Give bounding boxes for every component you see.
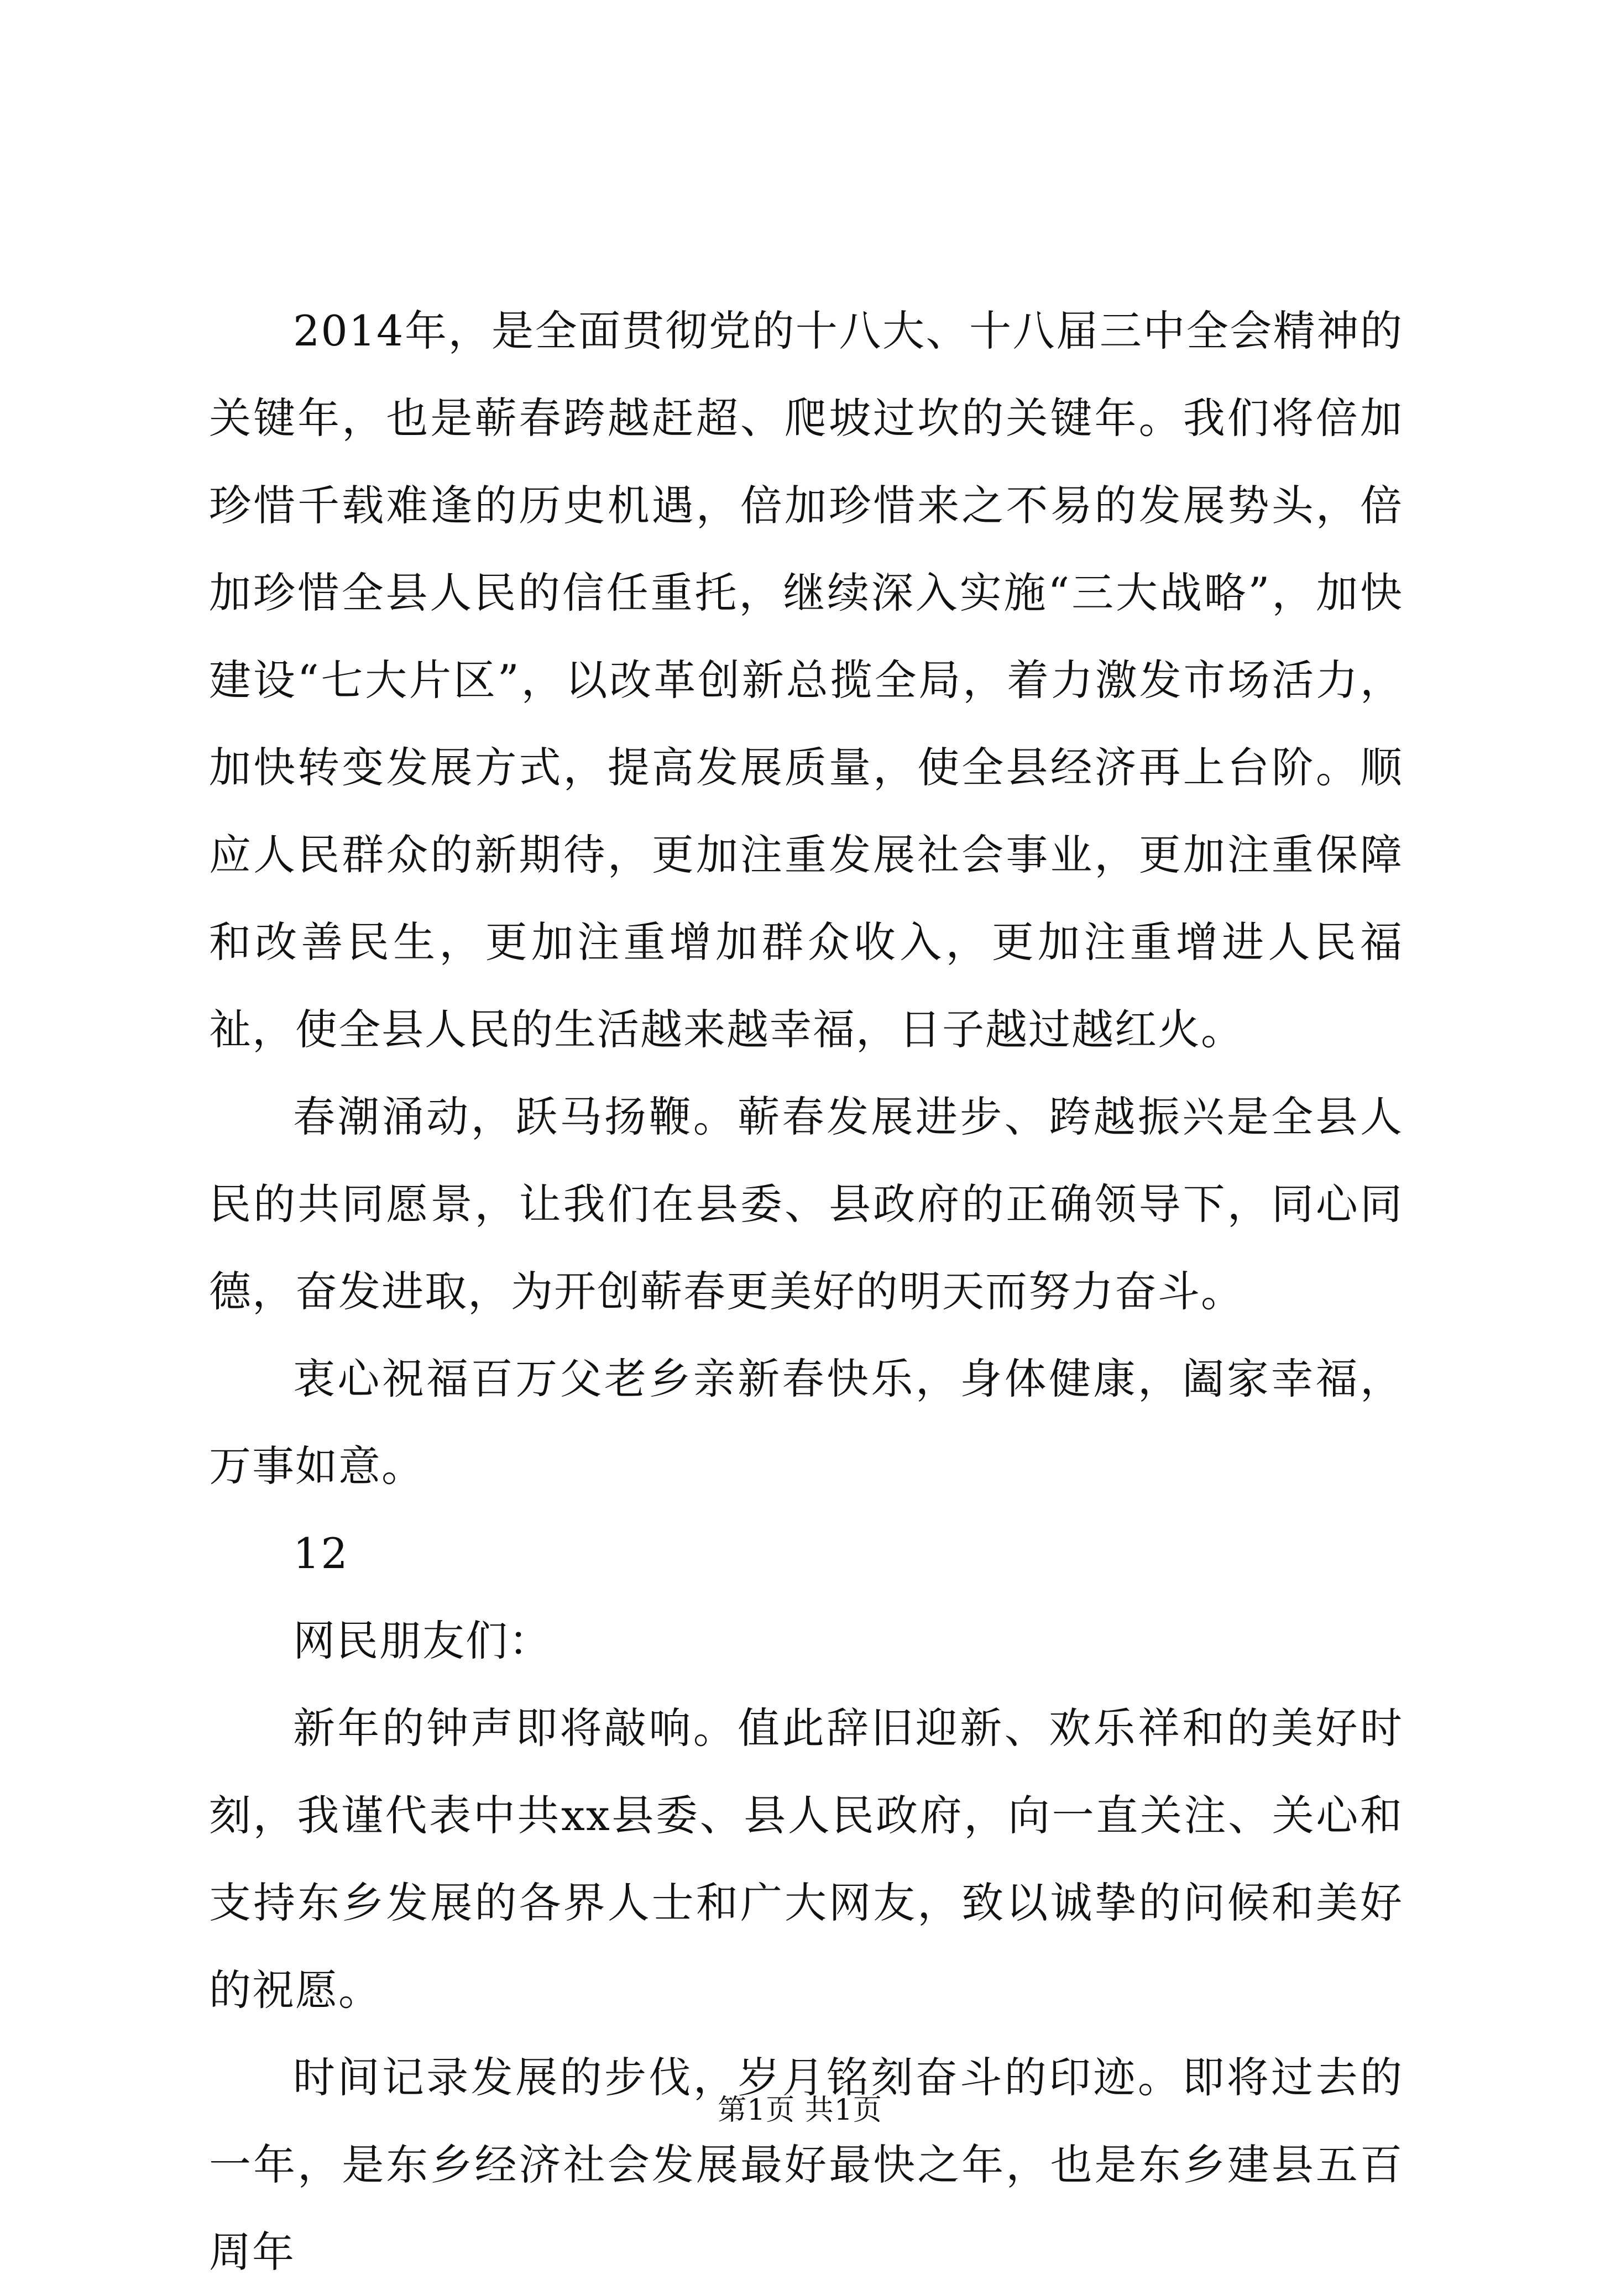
paragraph-1: 2014年，是全面贯彻党的十八大、十八届三中全会精神的关键年，也是蕲春跨越赶超、爬坡过坎的关键年。我们将倍加珍惜千载难逢的历史机遇，倍加珍惜来之不易的发展势头，倍加珍惜全县人民的信任重托，继续深入实施“三大战略”，加快建设“七大片区”，以改革创新总揽全局，着力激发市场活力，加快转变发展方式，提高发展质量，使全县经济再上台阶。顺应人民群众的新期待，更加注重发展社会事业，更加注重保障和改善民生，更加注重增加群众收入，更加注重增进人民福祉，使全县人民的生活越来越幸福，日子越过越红火。: [209, 306, 1403, 1054]
document-body: [209, 287, 1403, 2296]
section-number: 12: [293, 1529, 349, 1578]
paragraph-5: 时间记录发展的步伐，岁月铭刻奋斗的印迹。即将过去的一年，是东乡经济社会发展最好最快之年，也是东乡建县五百周年: [209, 2053, 1403, 2277]
paragraph-4: 新年的钟声即将敲响。值此辞旧迎新、欢乐祥和的美好时刻，我谨代表中共xx县委、县人民政府，向一直关注、关心和支持东乡发展的各界人士和广大网友，致以诚挚的问候和美好的祝愿。: [209, 1703, 1403, 2015]
page-footer: 第1页 共1页: [718, 2094, 882, 2127]
paragraph-3: 衷心祝福百万父老乡亲新春快乐，身体健康，阖家幸福，万事如意。: [209, 1354, 1403, 1491]
salutation: 网民朋友们：: [293, 1616, 552, 1665]
paragraph-2: 春潮涌动，跃马扬鞭。蕲春发展进步、跨越振兴是全县人民的共同愿景，让我们在县委、县政府的正确领导下，同心同德，奋发进取，为开创蕲春更美好的明天而努力奋斗。: [209, 1092, 1403, 1316]
